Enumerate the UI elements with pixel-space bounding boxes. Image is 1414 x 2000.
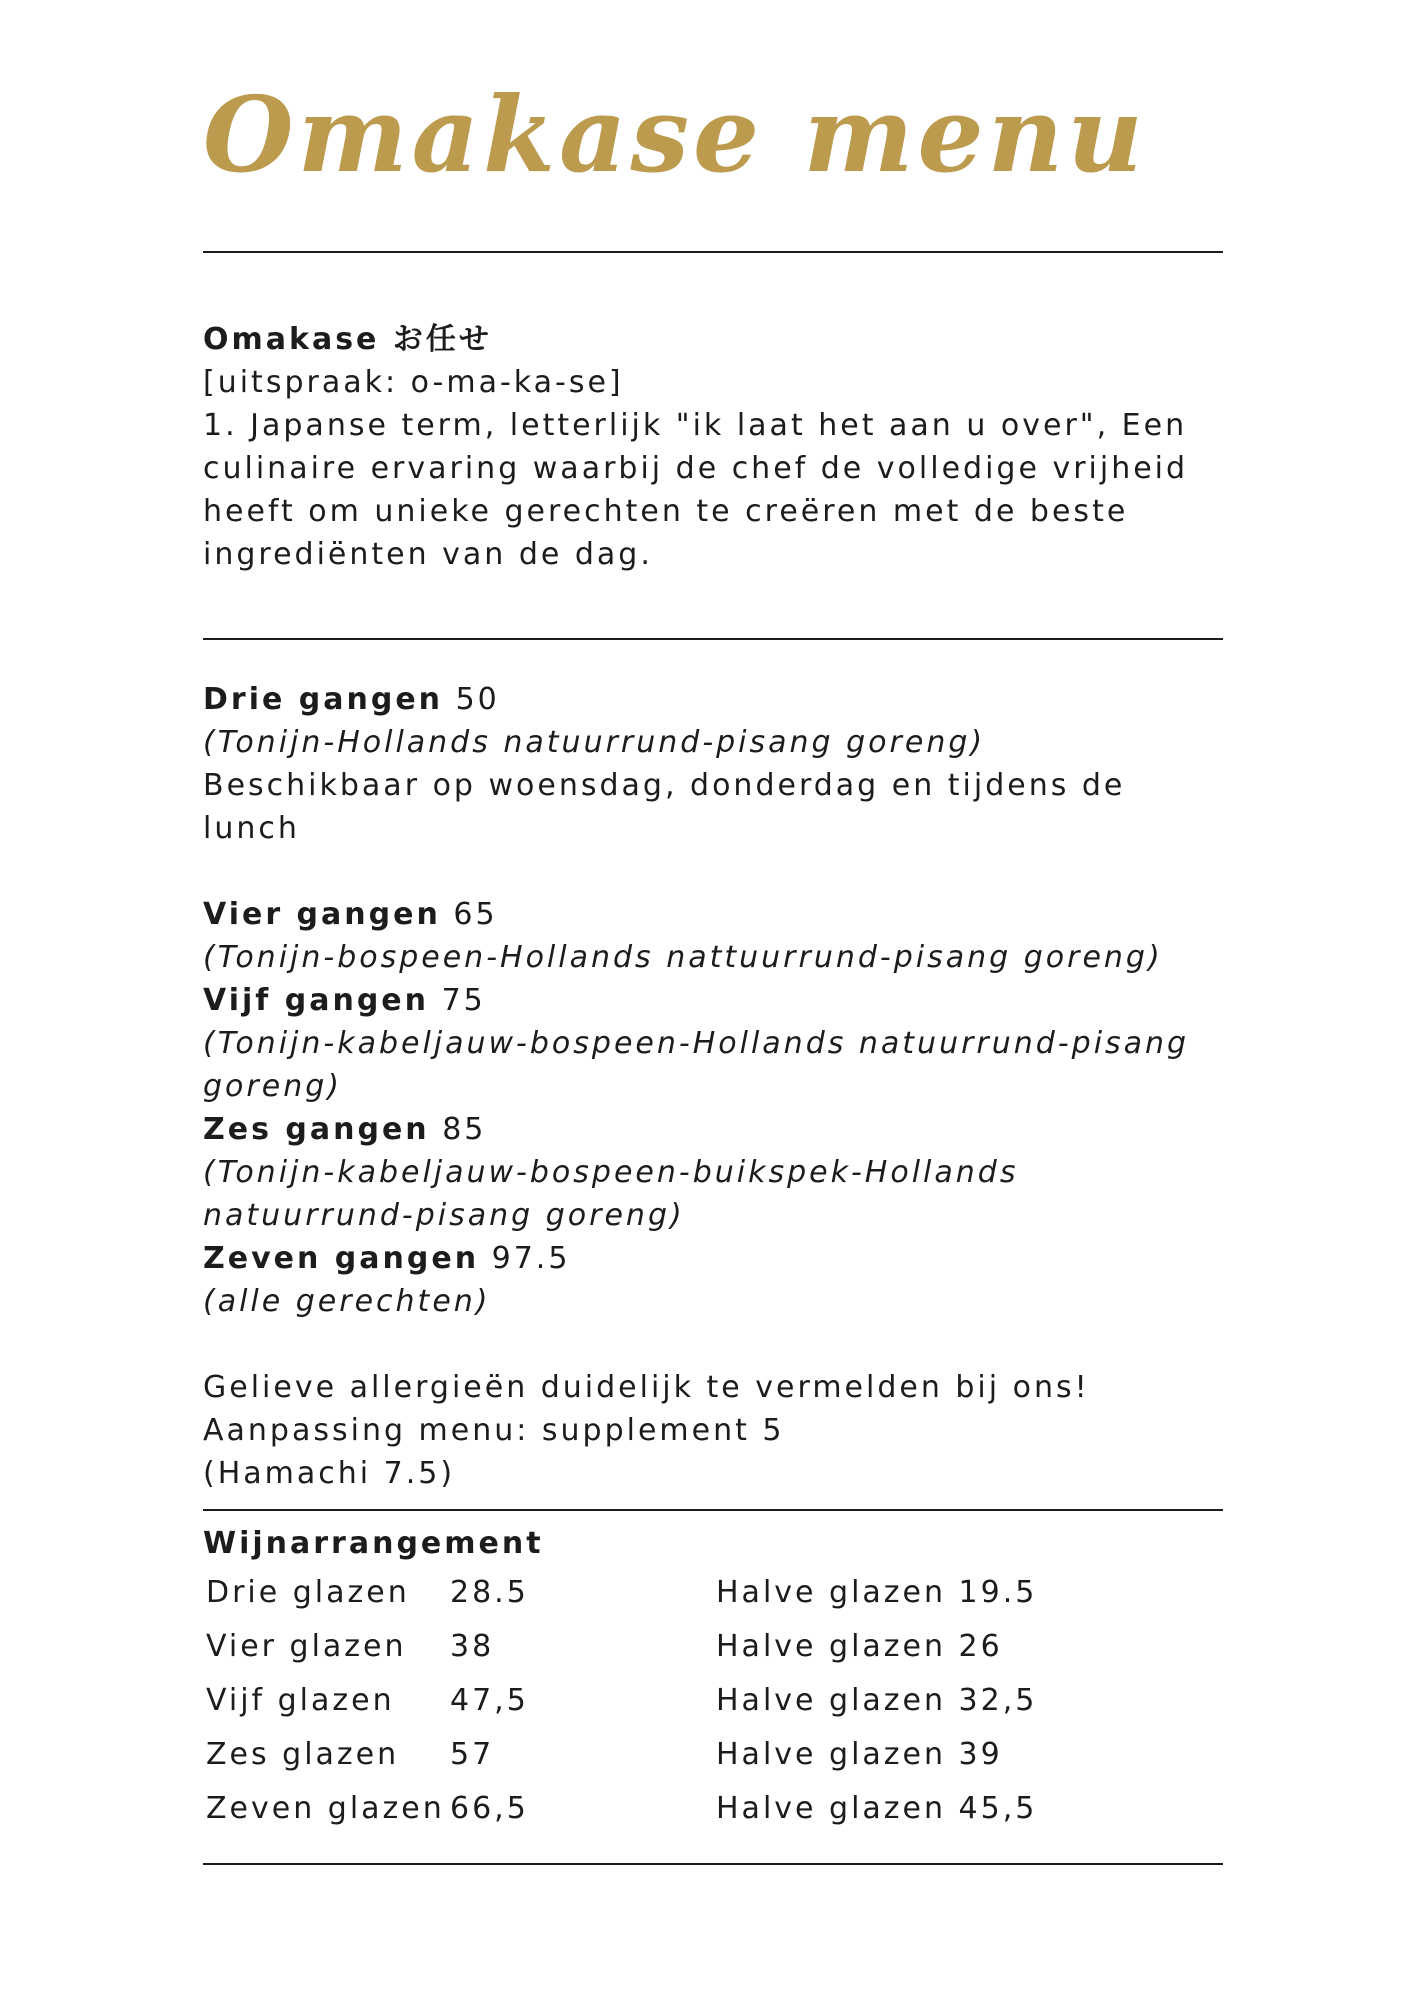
course-dishes: (Tonijn-kabeljauw-bospeen-Hollands natuurrund-pisang: [203, 1026, 1190, 1061]
definition-pronunciation: [uitspraak: o-ma-ka-se]: [203, 365, 624, 400]
course-note: Beschikbaar op woensdag, donderdag en tijdens de: [203, 768, 1126, 803]
divider: [203, 1863, 1223, 1865]
wine-row: [206, 1566, 1223, 1620]
note-line: Aanpassing menu: supplement 5: [203, 1413, 785, 1448]
wine-label: Vier glazen: [206, 1629, 407, 1664]
divider: [203, 638, 1223, 640]
course-name: Vier gangen: [203, 897, 441, 932]
course-dishes: goreng): [203, 1069, 342, 1104]
course-zes: [203, 1108, 1223, 1151]
wine-price: 66,5: [450, 1791, 529, 1826]
wine-row: [206, 1728, 1223, 1782]
course-drie: [203, 678, 1223, 721]
course-dishes: (Tonijn-kabeljauw-bospeen-buikspek-Hollands: [203, 1155, 1019, 1190]
course-vier: [203, 893, 1223, 936]
note-line: (Hamachi 7.5): [203, 1456, 456, 1491]
definition-line: ingrediënten van de dag.: [203, 537, 653, 572]
wine-half: Halve glazen 39: [716, 1737, 1003, 1772]
wine-title: Wijnarrangement: [203, 1526, 544, 1561]
definition-line: 1. Japanse term, letterlijk "ik laat het aan u over", Een: [203, 408, 1188, 443]
note-line: Gelieve allergieën duidelijk te vermelden bij ons!: [203, 1370, 1090, 1405]
wine-label: Vijf glazen: [206, 1683, 395, 1718]
wine-price: 47,5: [450, 1683, 529, 1718]
wine-label: Zeven glazen: [206, 1791, 445, 1826]
course-name: Drie gangen: [203, 682, 444, 717]
course-note: lunch: [203, 811, 300, 846]
course-dishes: (Tonijn-Hollands natuurrund-pisang goreng): [203, 725, 986, 760]
course-zeven: [203, 1237, 1223, 1280]
wine-half: Halve glazen 45,5: [716, 1791, 1038, 1826]
course-dishes: (Tonijn-bospeen-Hollands nattuurrund-pisang goreng): [203, 940, 1163, 975]
wine-half: Halve glazen 19.5: [716, 1575, 1038, 1610]
course-dishes: (alle gerechten): [203, 1284, 491, 1319]
wine-row: [206, 1674, 1223, 1728]
course-name: Zeven gangen: [203, 1241, 480, 1276]
course-price: 65: [453, 897, 498, 932]
wine-price: 38: [450, 1629, 495, 1664]
wine-label: Zes glazen: [206, 1737, 400, 1772]
definition-term: Omakase お任せ: [203, 322, 492, 357]
wine-row: [206, 1782, 1223, 1836]
courses-section: [203, 678, 1223, 1495]
wine-price: 28.5: [450, 1575, 529, 1610]
wine-half: Halve glazen 32,5: [716, 1683, 1038, 1718]
course-name: Vijf gangen: [203, 983, 430, 1018]
course-vijf: [203, 979, 1223, 1022]
course-dishes: natuurrund-pisang goreng): [203, 1198, 685, 1233]
wine-price: 57: [450, 1737, 495, 1772]
course-price: 50: [455, 682, 500, 717]
definition-line: culinaire ervaring waarbij de chef de volledige vrijheid: [203, 451, 1189, 486]
definition-section: [203, 318, 1223, 576]
course-price: 85: [442, 1112, 487, 1147]
wine-half: Halve glazen 26: [716, 1629, 1003, 1664]
divider: [203, 1509, 1223, 1511]
wine-label: Drie glazen: [206, 1575, 410, 1610]
course-price: 97.5: [491, 1241, 571, 1276]
page-title: Omakase menu: [203, 73, 1147, 196]
course-price: 75: [441, 983, 486, 1018]
course-name: Zes gangen: [203, 1112, 430, 1147]
wine-row: [206, 1620, 1223, 1674]
definition-line: heeft om unieke gerechten te creëren met de beste: [203, 494, 1129, 529]
divider: [203, 251, 1223, 253]
